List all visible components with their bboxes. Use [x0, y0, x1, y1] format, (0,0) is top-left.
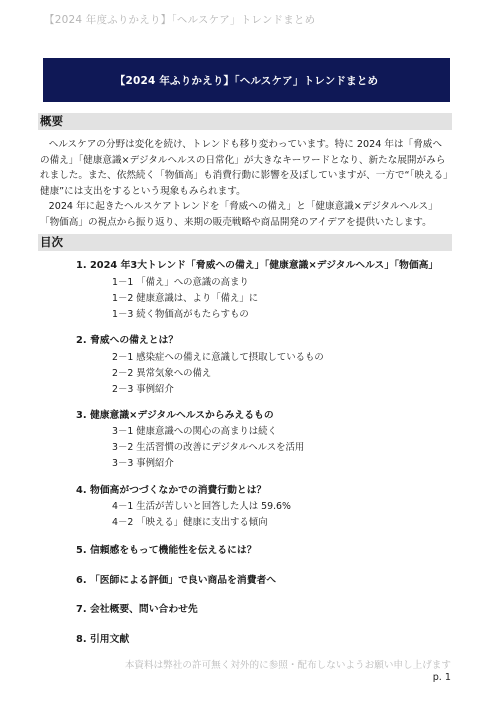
toc-heading: 目次 — [38, 234, 452, 251]
toc-item-2-1: 2－1 感染症への備えに意識して摂取しているもの — [112, 352, 324, 363]
toc-item-3-3: 3－3 事例紹介 — [112, 458, 174, 469]
toc-section-3: 3. 健康意識×デジタルヘルスからみえるもの — [76, 410, 274, 421]
confidentiality-note: 本資料は弊社の許可無く対外的に参照・配布しないようお願い申し上げます — [124, 660, 451, 671]
toc-item-2-2: 2－2 異常気象への備え — [112, 368, 212, 379]
title-banner — [43, 58, 450, 102]
overview-heading: 概要 — [38, 113, 452, 130]
running-header: 【2024 年度ふりかえり】「ヘルスケア」トレンドまとめ — [44, 14, 316, 26]
document-title: 【2024 年ふりかえり】「ヘルスケア」トレンドまとめ — [114, 74, 379, 87]
toc-item-2-3: 2－3 事例紹介 — [112, 384, 174, 395]
toc-section-6: 6. 「医師による評価」で良い商品を消費者へ — [76, 575, 277, 586]
toc-item-3-2: 3－2 生活習慣の改善にデジタルヘルスを活用 — [112, 442, 305, 453]
toc-section-8: 8. 引用文献 — [76, 634, 130, 645]
overview-body — [40, 137, 450, 231]
toc-item-1-1: 1－1 「備え」への意識の高まり — [112, 277, 249, 288]
toc-section-2: 2. 脅威への備えとは？ — [76, 335, 179, 346]
overview-paragraph: 2024 年に起きたヘルスケアトレンドを「脅威への備え」と「健康意識×デジタルヘルス」「物価高」の視点から振り返り、来期の販売戦略や商品開発のアイデアを提供いたします。 — [40, 201, 438, 228]
toc-section-1: 1. 2024 年3大トレンド「脅威への備え」「健康意識×デジタルヘルス」「物価高」 — [76, 260, 439, 271]
toc-item-4-1: 4－1 生活が苦しいと回答した人は 59.6% — [112, 501, 291, 512]
toc-section-5: 5. 信頼感をもって機能性を伝えるには？ — [76, 545, 257, 556]
toc-item-4-2: 4－2 「映える」健康に支出する傾向 — [112, 517, 268, 528]
page-number: p. 1 — [432, 672, 451, 683]
toc-section-4: 4. 物価高がつづくなかでの消費行動とは？ — [76, 485, 267, 496]
toc-item-3-1: 3－1 健康意識への関心の高まりは続く — [112, 426, 277, 437]
toc-item-1-3: 1－3 続く物価高がもたらすもの — [112, 309, 249, 320]
toc-section-7: 7. 会社概要、問い合わせ先 — [76, 604, 198, 615]
toc-item-1-2: 1－2 健康意識は、より「備え」に — [112, 293, 259, 304]
overview-paragraph: ヘルスケアの分野は変化を続け、トレンドも移り変わっています。特に 2024 年は「脅威への備え」「健康意識×デジタルヘルスの日常化」が大きなキーワードとなり、新たな展開がみられました。また、依然続く「物価高」も消費行動に影響を及ぼしていますが、一方で“「映える」健康”には支出をするという現象もみられます。 — [40, 139, 448, 197]
